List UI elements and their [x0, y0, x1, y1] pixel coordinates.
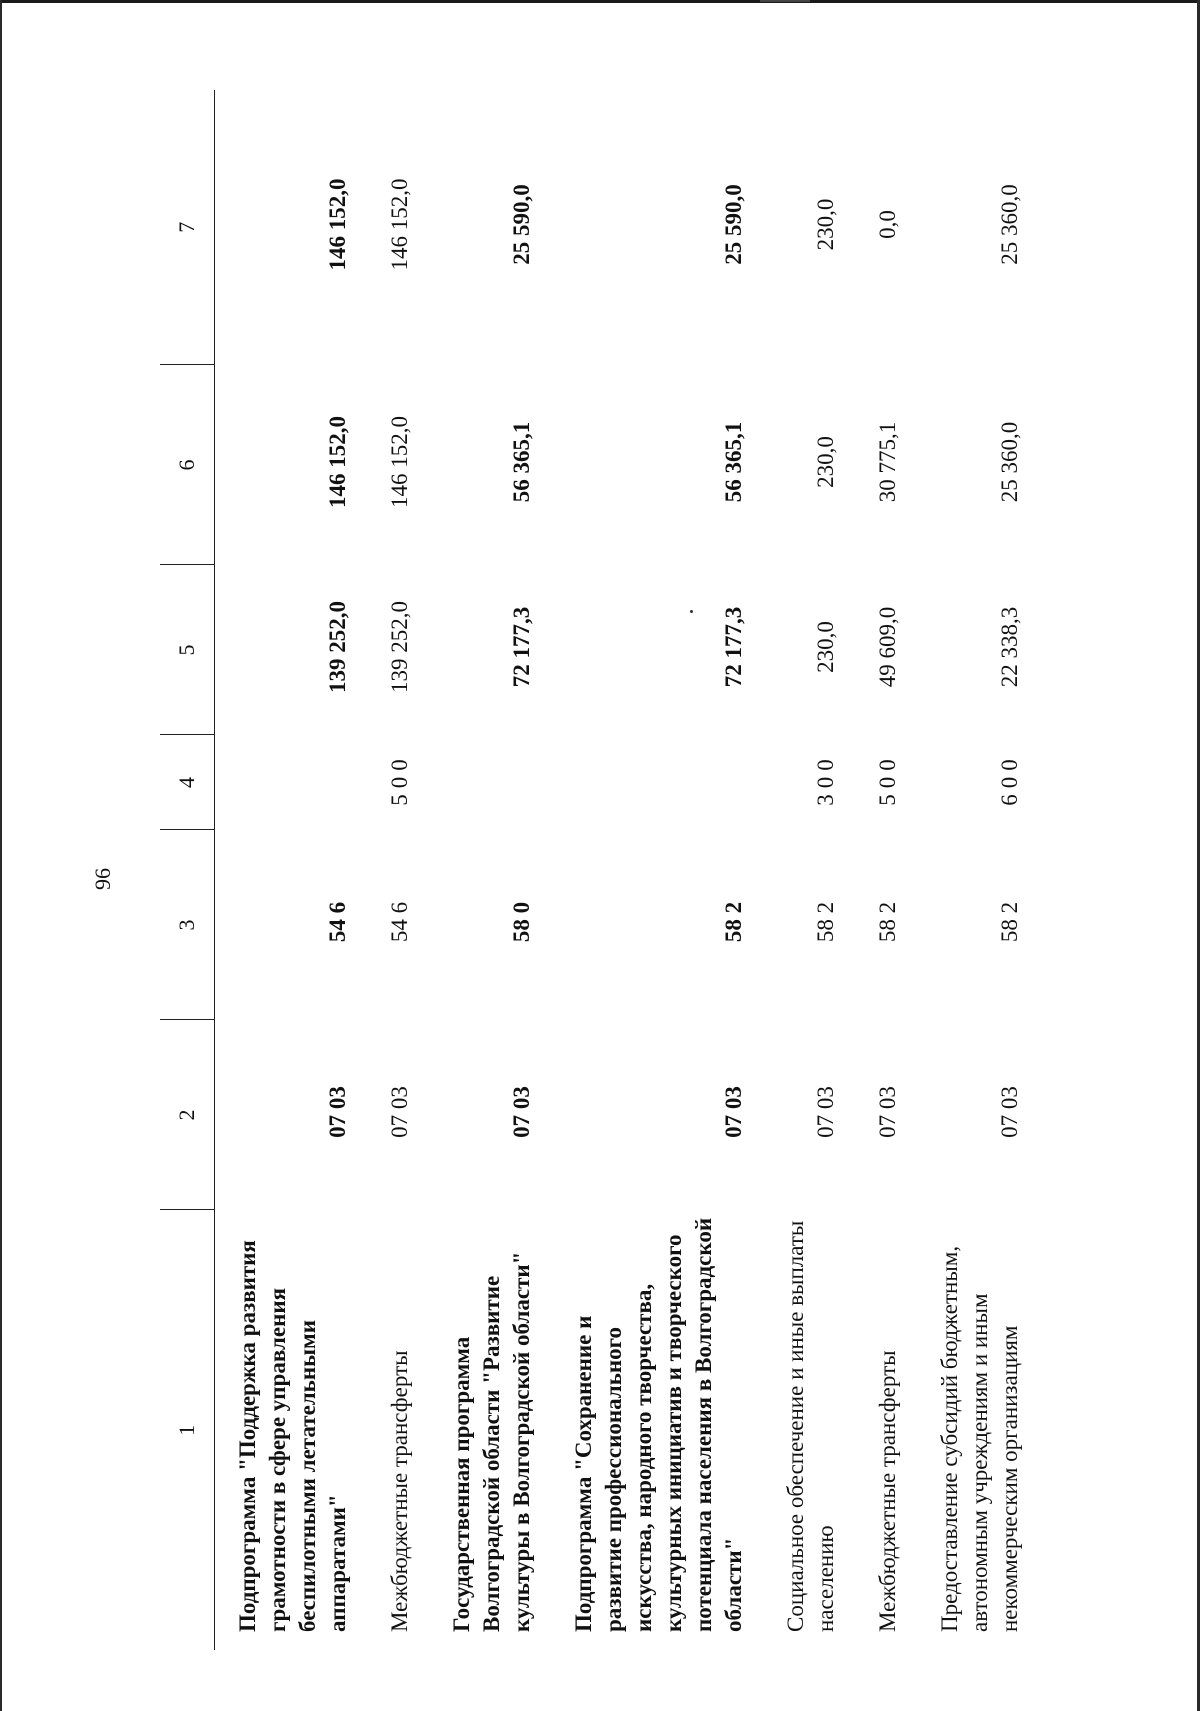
- table-row: [917, 90, 1039, 1650]
- expense-type-code: [551, 735, 763, 830]
- column-header: 3: [160, 830, 215, 1020]
- row-name: Межбюджетные трансферты: [387, 1350, 412, 1632]
- table-row: [367, 90, 429, 1650]
- column-header: 1: [160, 1210, 215, 1650]
- amount-col-5: 139 252,0: [325, 601, 350, 693]
- table-header-row: [160, 90, 215, 1650]
- row-name: Подпрограмма "Поддержка развития грамотности в сфере управления беспилотными летательными аппаратами": [235, 1240, 350, 1632]
- amount-col-7: 230,0: [813, 198, 838, 251]
- column-header: 5: [160, 565, 215, 735]
- expense-type-code: 300: [813, 753, 838, 806]
- row-name: Предоставление субсидий бюджетным, автономным учреждениям и иным некоммерческим организациям: [937, 1245, 1022, 1632]
- target-article-code: 54 6: [387, 901, 412, 943]
- amount-col-5: 139 252,0: [387, 601, 412, 693]
- amount-col-6: 146 152,0: [325, 416, 350, 508]
- amount-col-6: 146 152,0: [387, 416, 412, 508]
- row-name: Подпрограмма "Сохранение и развитие профессионального искусства, народного творчества, культурных инициатив и творческого потенциала населения в Волгоградской области": [571, 1217, 746, 1632]
- column-header: 4: [160, 735, 215, 830]
- section-code: 07 03: [387, 1086, 412, 1138]
- target-article-code: 58 2: [813, 901, 838, 943]
- row-name: Социальное обеспечение и иные выплаты населению: [783, 1220, 838, 1632]
- page-number: 96: [90, 868, 115, 890]
- amount-col-7: 25 590,0: [509, 184, 534, 265]
- amount-col-6: 56 365,1: [509, 421, 534, 503]
- amount-col-6: 56 365,1: [721, 421, 746, 503]
- table-row: [855, 90, 917, 1650]
- amount-col-5: 22 338,3: [997, 606, 1022, 688]
- expense-type-code: [215, 735, 368, 830]
- row-name: Государственная программа Волгоградской области "Развитие культуры в Волгоградской области": [449, 1251, 534, 1632]
- target-article-code: 54 6: [325, 901, 350, 943]
- budget-table: [160, 90, 1039, 1650]
- amount-col-6: 30 775,1: [875, 421, 900, 503]
- amount-col-7: 146 152,0: [387, 178, 412, 271]
- amount-col-6: 230,0: [813, 436, 838, 488]
- amount-col-7: 146 152,0: [325, 178, 350, 271]
- column-header: 2: [160, 1020, 215, 1210]
- scan-border-top: [0, 0, 1200, 3]
- amount-col-5: 72 177,3: [721, 606, 746, 688]
- expense-type-code: 600: [997, 753, 1022, 806]
- target-article-code: 58 2: [997, 901, 1022, 943]
- row-name: Межбюджетные трансферты: [875, 1350, 900, 1632]
- section-code: 07 03: [875, 1086, 900, 1138]
- table-row: [429, 90, 551, 1650]
- section-code: 07 03: [325, 1086, 350, 1138]
- section-code: 07 03: [721, 1086, 746, 1138]
- table-row: [551, 90, 763, 1650]
- table-row: [215, 90, 368, 1650]
- amount-col-7: 0,0: [875, 210, 900, 239]
- amount-col-6: 25 360,0: [997, 421, 1022, 503]
- target-article-code: 58 2: [721, 901, 746, 943]
- target-article-code: 58 2: [875, 901, 900, 943]
- table-row: [763, 90, 855, 1650]
- column-header: 6: [160, 365, 215, 565]
- column-header: 7: [160, 90, 215, 365]
- scan-border-left: [0, 0, 2, 1711]
- section-code: 07 03: [509, 1086, 534, 1138]
- amount-col-7: 25 590,0: [721, 184, 746, 265]
- section-code: 07 03: [997, 1086, 1022, 1138]
- expense-type-code: 500: [875, 753, 900, 806]
- amount-col-5: 230,0: [813, 621, 838, 673]
- expense-type-code: 500: [387, 753, 412, 806]
- target-article-code: 58 0: [509, 901, 534, 943]
- amount-col-5: 72 177,3: [509, 606, 534, 688]
- scan-mark: [760, 0, 810, 2]
- section-code: 07 03: [813, 1086, 838, 1138]
- amount-col-5: 49 609,0: [875, 606, 900, 688]
- expense-type-code: [429, 735, 551, 830]
- rotated-page-content: [90, 90, 1050, 1650]
- amount-col-7: 25 360,0: [997, 184, 1022, 265]
